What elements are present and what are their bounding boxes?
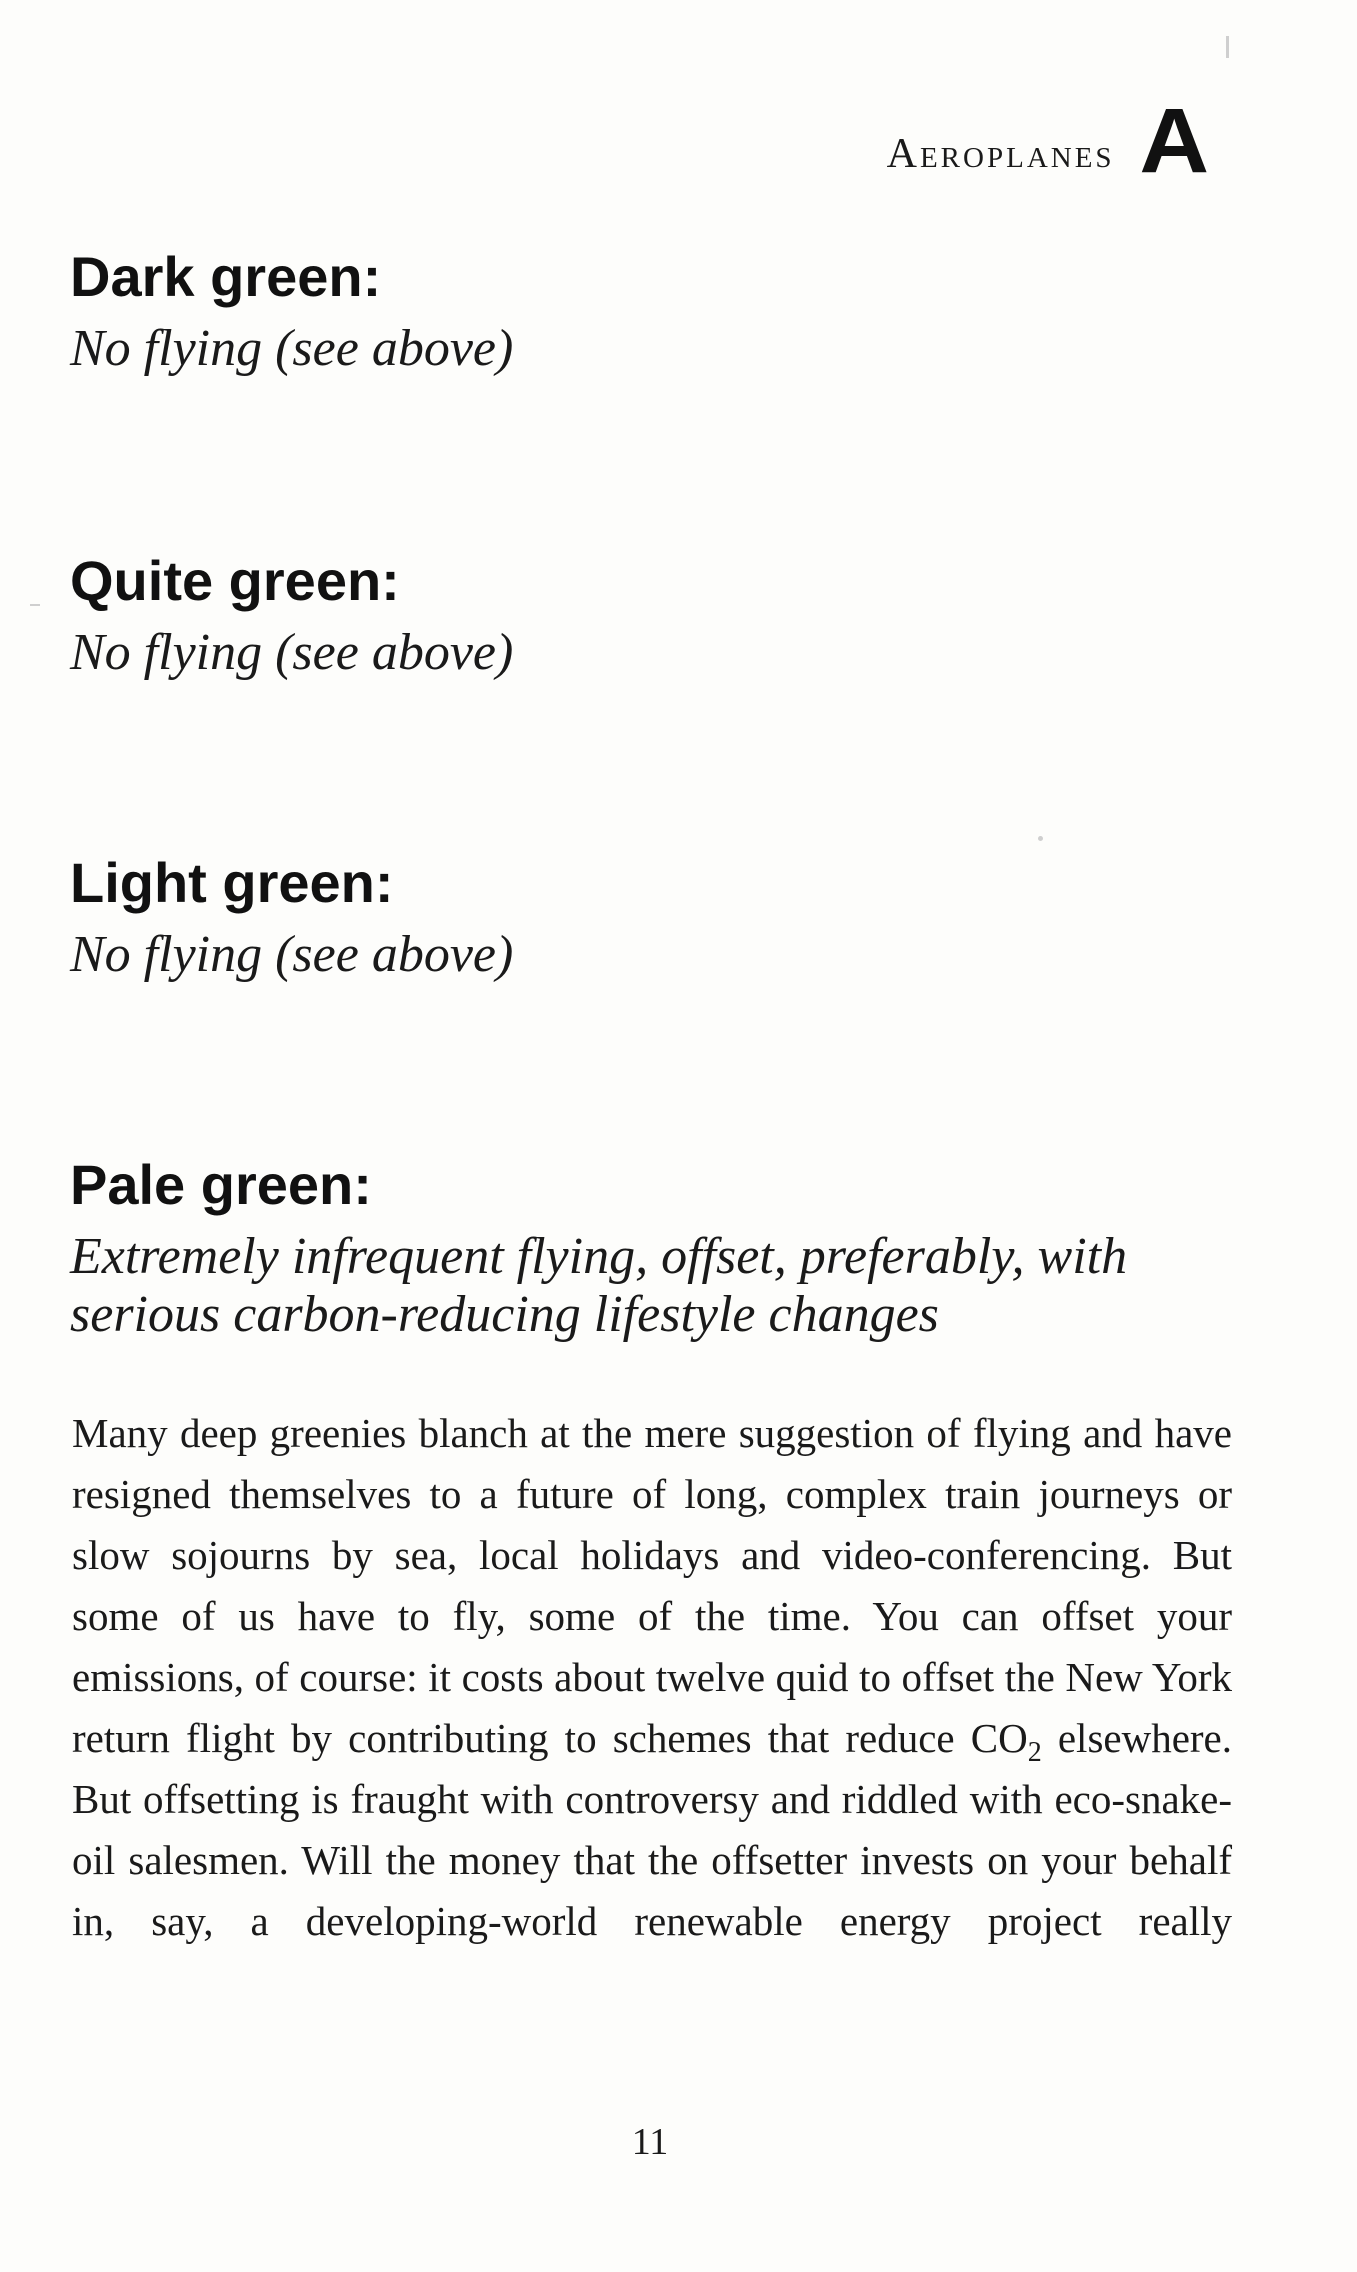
entry-heading: Dark green: [70, 245, 382, 308]
scan-speck [30, 604, 40, 606]
body-text-part: elsewhere. But offsetting is fraught with controversy and riddled with eco-snake-oil salesmen. Will the money that the offsetter invests on your behalf in, say, a developing-world renewable energy project really [72, 1715, 1233, 1944]
entry-text: No flying (see above) [70, 925, 514, 983]
running-head [886, 90, 1209, 192]
entry-pale-green [70, 1154, 1230, 1344]
scan-speck [1226, 36, 1229, 58]
entry-text: Extremely infrequent flying, offset, preferably, with serious carbon-reducing lifestyle changes [70, 1227, 1128, 1343]
running-head-label: Aeroplanes [886, 130, 1115, 177]
scan-speck [1038, 836, 1043, 841]
subscript-two: 2 [1027, 1737, 1042, 1769]
entry-quite-green [70, 550, 1230, 682]
body-paragraph [72, 1403, 1232, 1952]
entry-text: No flying (see above) [70, 319, 514, 377]
entry-dark-green [70, 246, 1230, 378]
body-text-part: Many deep greenies blanch at the mere suggestion of flying and have resigned themselves to a future of long, complex train journeys or slow sojourns by sea, local holidays and video-conferencing. But some of us have to fly, some of the time. You can offset your emissions, of course: it costs about twelve quid to offset the New York return flight by contributing to schemes that reduce CO [72, 1410, 1232, 1761]
page-number: 11 [631, 2121, 669, 2163]
entry-text: No flying (see above) [70, 623, 514, 681]
entry-heading: Quite green: [70, 549, 400, 612]
entry-heading: Pale green: [70, 1153, 372, 1216]
entry-light-green [70, 852, 1230, 984]
section-letter: A [1138, 90, 1209, 192]
entry-heading: Light green: [70, 851, 394, 914]
